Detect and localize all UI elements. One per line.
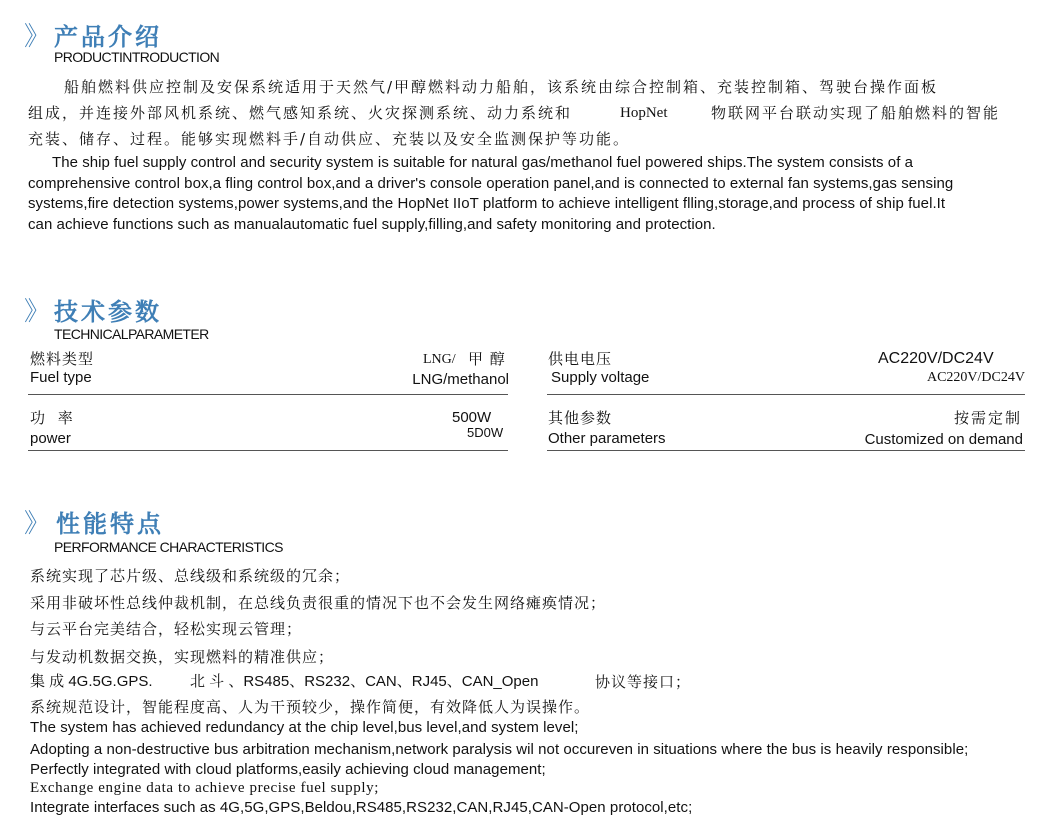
param-value-en: Customized on demand [864,431,1023,448]
param-value-zh: AC220V/DC24V [878,350,994,367]
perf-zh-item-interfaces-c: 协议等接口； [595,673,692,691]
section-chevron-icon: 》 [24,22,51,52]
param-label-zh: 其他参数 [548,409,613,427]
intro-en-line-2: comprehensive control box,a fling control box,and a driver's console operation panel,and is connected to external fan systems,gas sensing [28,175,954,192]
tech-title: 技术参数 [54,298,162,326]
perf-subtitle: PERFORMANCE CHARACTERISTICS [54,539,283,555]
param-value-zh: 500W [452,409,492,426]
perf-zh-item-interfaces-b: 北 斗 、RS485、RS232、CAN、RJ45、CAN_Open [190,673,539,690]
perf-en-item: Integrate interfaces such as 4G,5G,GPS,Beldou,RS485,RS232,CAN,RJ45,CAN-Open protocol,etc; [30,799,693,816]
param-label-zh: 燃料类型 [30,350,95,368]
intro-en-line-1: The ship fuel supply control and security system is suitable for natural gas/methanol fuel powered ships.The system consists of a [52,154,914,171]
param-value-en: AC220V/DC24V [926,370,1025,385]
intro-zh-line-2: 组成，并连接外部风机系统、燃气感知系统、火灾探测系统、动力系统和 [28,104,573,122]
param-label-en: Supply voltage [551,369,650,386]
param-label-en: Other parameters [548,430,666,447]
perf-en-item: The system has achieved redundancy at the chip level,bus level,and system level; [30,719,579,736]
param-label-zh: 供电电压 [548,350,613,368]
section-chevron-icon: 》 [24,297,51,327]
param-label-zh: 功 率 [30,409,77,427]
section-chevron-icon: 》 [24,509,51,539]
intro-en-line-3: systems,fire detection systems,power systems,and the HopNet IIoT platform to achieve intelligent flling,storage,and process of ship fuel.It [28,195,946,212]
param-value-zh-a: LNG/ [423,352,456,367]
perf-title: 性能特点 [56,510,164,538]
intro-zh-line-3: 充装、储存、过程。能够实现燃料手/自动供应、充装以及安全监测保护等功能。 [28,130,631,148]
perf-zh-item: 与发动机数据交换，实现燃料的精准供应； [30,648,335,666]
perf-en-item: Exchange engine data to achieve precise fuel supply; [30,780,379,796]
param-value-zh-b: 甲 醇 [468,350,506,368]
perf-zh-item: 与云平台完美结合，轻松实现云管理； [30,620,303,638]
intro-zh-line-2b: 物联网平台联动实现了船舶燃料的智能 [711,104,1001,122]
perf-en-item: Perfectly integrated with cloud platforms,easily achieving cloud management; [30,761,546,778]
tech-subtitle: TECHNICALPARAMETER [54,326,209,342]
intro-en-line-4: can achieve functions such as manualautomatic fuel supply,filling,and safety monitoring and protection. [28,216,716,233]
perf-zh-item-interfaces-a: 集 成 4G.5G.GPS. [30,673,153,690]
param-divider [547,394,1025,395]
intro-zh-line-1: 船舶燃料供应控制及安保系统适用于天然气/甲醇燃料动力船舶，该系统由综合控制箱、充装控制箱、驾驶台操作面板 [64,78,939,96]
param-divider [28,394,508,395]
perf-zh-item: 采用非破坏性总线仲裁机制，在总线负责很重的情况下也不会发生网络瘫痪情况； [30,594,607,612]
param-value-zh: 按需定制 [953,409,1022,427]
intro-hopnet: HopNet [620,105,668,121]
param-value-en: 5D0W [467,425,504,440]
param-value-en: LNG/methanol [412,371,509,388]
intro-subtitle: PRODUCTINTRODUCTION [54,49,220,65]
perf-zh-item: 系统规范设计，智能程度高、人为干预较少，操作简便，有效降低人为误操作。 [30,698,591,716]
param-label-en: power [30,430,71,447]
param-divider [28,450,508,451]
param-label-en: Fuel type [30,369,92,386]
perf-zh-item: 系统实现了芯片级、总线级和系统级的冗余； [30,567,351,585]
intro-title: 产品介绍 [54,23,162,51]
perf-en-item: Adopting a non-destructive bus arbitration mechanism,network paralysis wil not occureven in situations where the bus is heavily responsible; [30,741,969,758]
param-divider [547,450,1025,451]
